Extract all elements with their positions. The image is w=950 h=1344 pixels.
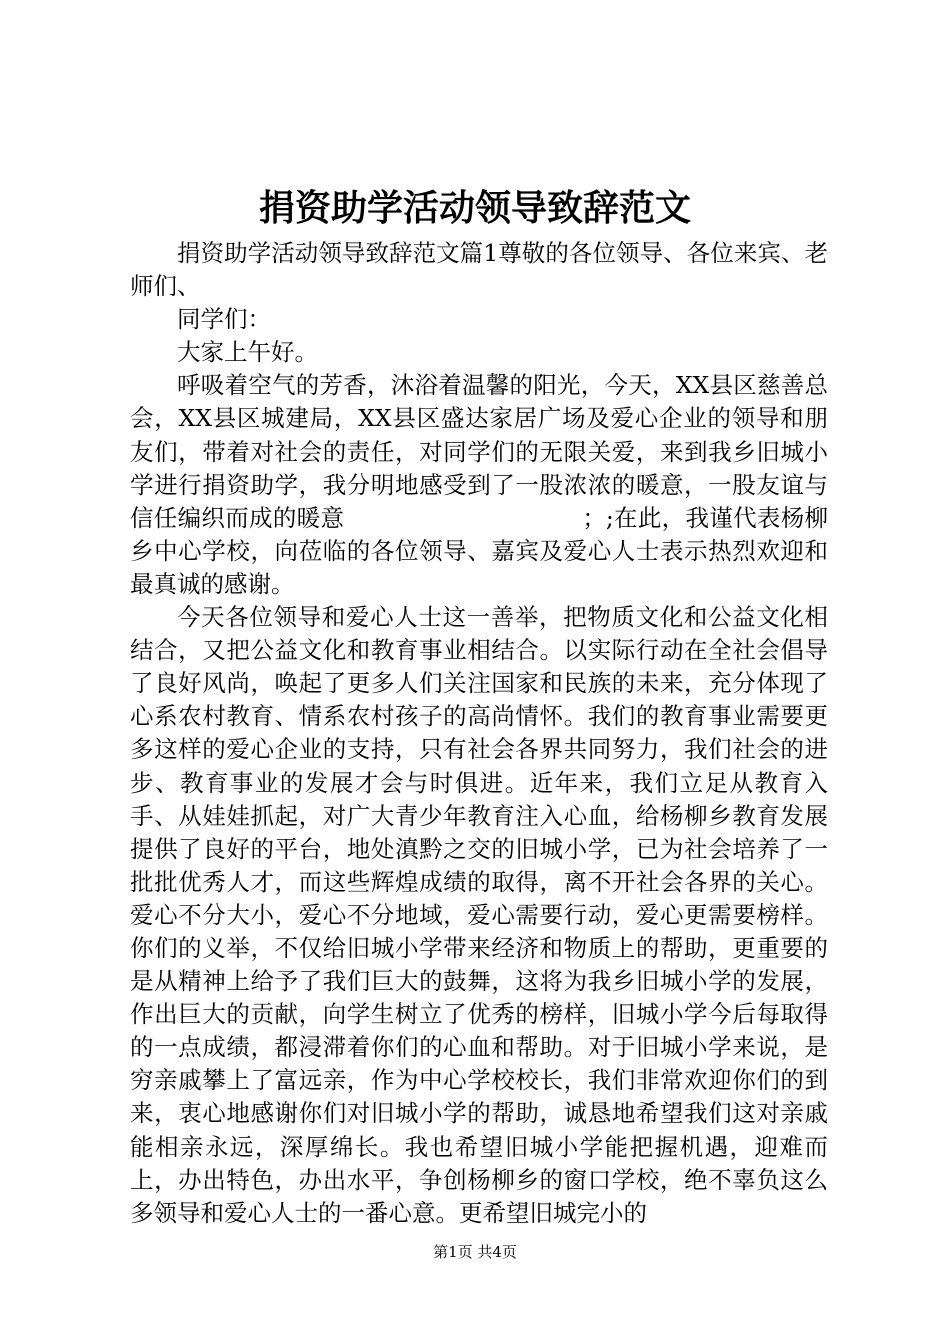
paragraph-main: 今天各位领导和爱心人士这一善举，把物质文化和公益文化相结合，又把公益文化和教育事业相结合。以实际行动在全社会倡导了良好风尚，唤起了更多人们关注国家和民族的未来，充分体现了心系农村教育、情系农村孩子的高尚情怀。我们的教育事业需要更多这样的爱心企业的支持，只有社会各界共同努力，我们社会的进步、教育事业的发展才会与时俱进。近年来，我们立足从教育入手、从娃娃抓起，对广大青少年教育注入心血，给杨柳乡教育发展提供了良好的平台，地处滇黔之交的旧城小学，已为社会培养了一批批优秀人才，而这些辉煌成绩的取得，离不开社会各界的关心。爱心不分大小，爱心不分地域，爱心需要行动，爱心更需要榜样。你们的义举，不仅给旧城小学带来经济和物质上的帮助，更重要的是从精神上给予了我们巨大的鼓舞，这将为我乡旧城小学的发展，作出巨大的贡献，向学生树立了优秀的榜样，旧城小学今后每取得的一点成绩，都浸滞着你们的心血和帮助。对于旧城小学来说，是穷亲戚攀上了富远亲，作为中心学校校长，我们非常欢迎你们的到来，衷心地感谢你们对旧城小学的帮助，诚恳地希望我们这对亲戚能相亲永远，深厚绵长。我也希望旧城小学能把握机遇，迎难而上，办出特色，办出水平，争创杨柳乡的窗口学校，绝不辜负这么多领导和爱心人士的一番心意。更希望旧城完小的 [130, 603, 828, 1227]
paragraph-students: 同学们： [177, 305, 271, 334]
paragraph-good-morning: 大家上午好。 [177, 338, 318, 367]
document-title: 捐资助学活动领导致辞范文 [258, 187, 691, 229]
paragraph-welcome: 呼吸着空气的芳香，沐浴着温馨的阳光，今天，XX县区慈善总会，XX县区城建局，XX县区盛达家居广场及爱心企业的领导和朋友们，带着对社会的责任，对同学们的无限关爱，来到我乡旧城小学进行捐资助学，我分明地感受到了一股浓浓的暖意，一股友谊与信任编织而成的暖意 ；;在此，我谨代表杨柳乡中心学校，向莅临的各位领导、嘉宾及爱心人士表示热烈欢迎和最真诚的感谢。 [130, 371, 828, 598]
paragraph-greeting: 捐资助学活动领导致辞范文篇1尊敬的各位领导、各位来宾、老师们、 [130, 239, 828, 301]
document-body [130, 237, 828, 1230]
page-number: 第1页 共4页 [433, 1243, 517, 1261]
